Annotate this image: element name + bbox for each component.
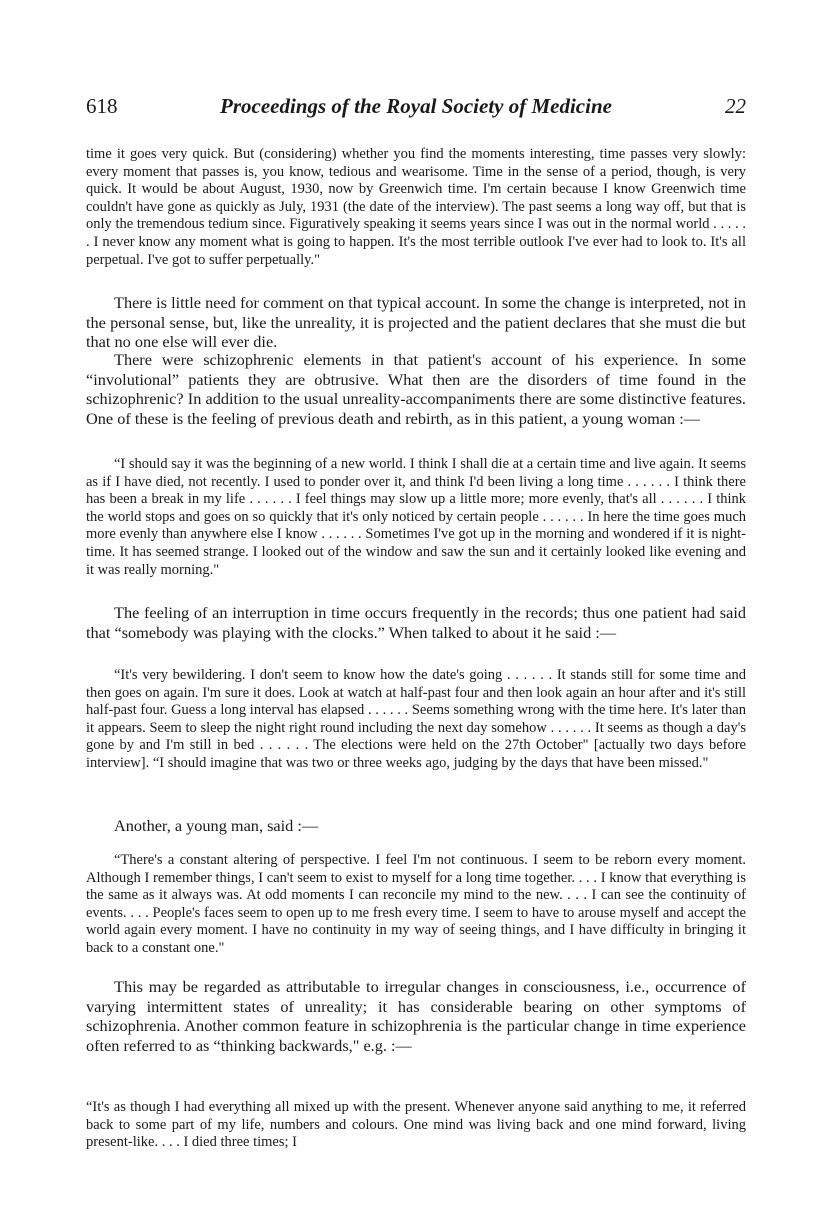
page-number: 618: [86, 94, 118, 118]
paragraph-2: There were schizophrenic elements in that patient's account of his experience. In some “involutional” patients they are obtrusive. What then are the disorders of time found in the schizophrenic? In addition to the usual unreality-accompaniments there are some distinctive features. One of these is the feeling of previous death and rebirth, as in this patient, a young woman :—: [86, 350, 746, 428]
quote-block-3: “It's very bewildering. I don't seem to know how the date's going . . . . . . It stands still for some time and then goes on again. I'm sure it does. Look at watch at half-past four and then look again an hour after and it's still half-past four. Guess a long interval has elapsed . . . . . . Seems something wrong with the time here. It's later than it appears. Seem to sleep the night right round including the next day somehow . . . . . . It seems as though a day's gone by and I'm still in bed . . . . . . The elections were held on the 27th October" [actually two days before interview]. “I should imagine that was two or three weeks ago, judging by the days that have been missed.": [86, 667, 746, 771]
paragraph-1: There is little need for comment on that typical account. In some the change is interpreted, not in the personal sense, but, like the unreality, it is projected and the patient declares that she must die but that no one else will ever die.: [86, 293, 746, 351]
quote-block-2: “I should say it was the beginning of a new world. I think I shall die at a certain time and live again. It seems as if I have died, not recently. I used to ponder over it, and think I'd been living a long time . . . . . . I think there has been a break in my life . . . . . . I feel things may slow up a little more; more evenly, that's all . . . . . . I think the world stops and goes on so quickly that it's only noticed by certain people . . . . . . In here the time goes much more evenly than anywhere else I know . . . . . . Sometimes I've got up in the morning and wondered if it is night-time. It has seemed strange. I looked out of the window and saw the sun and it certainly looked like evening and it was really morning.": [86, 456, 746, 578]
paragraph-5: This may be regarded as attributable to irregular changes in consciousness, i.e., occurrence of varying intermittent states of unreality; it has considerable bearing on other symptoms of schizophrenia. Another common feature in schizophrenia is the particular change in time experience often referred to as “thinking backwards," e.g. :—: [86, 977, 746, 1055]
quote-block-5: “It's as though I had everything all mixed up with the present. Whenever anyone said anything to me, it referred back to some part of my life, numbers and colours. One mind was living back and one mind forward, living present-like. . . . I died three times; I: [86, 1099, 746, 1151]
paragraph-4: Another, a young man, said :—: [114, 816, 319, 835]
paragraph-3: The feeling of an interruption in time occurs frequently in the records; thus one patient had said that “somebody was playing with the clocks.” When talked to about it he said :—: [86, 603, 746, 642]
volume-number: 22: [725, 94, 746, 118]
running-header: [86, 94, 746, 124]
quote-block-4: “There's a constant altering of perspective. I feel I'm not continuous. I seem to be reborn every moment. Although I remember things, I can't seem to exist to myself for a long time together. . . . I know that everything is the same as it always was. At odd moments I can reconcile my mind to the new. . . . I can see the continuity of events. . . . People's faces seem to open up to me fresh every time. I seem to have to arouse myself and accept the world again every moment. I have no continuity in my way of seeing things, and I have difficulty in bringing it back to a constant one.": [86, 852, 746, 956]
quote-block-1: time it goes very quick. But (considering) whether you find the moments interesting, time passes very slowly: every moment that passes is, you know, tedious and wearisome. Time in the sense of a period, though, is very quick. It would be about August, 1930, now by Greenwich time. I'm certain because I know Greenwich time couldn't have gone as quickly as July, 1931 (the date of the interview). The past seems a long way off, but that is only the tremendous tedium since. Figuratively speaking it seems years since I was out in the normal world . . . . . . I never know any moment what is going to happen. It's the most terrible outlook I've ever had to look to. It's all perpetual. I've got to suffer perpetually.": [86, 146, 746, 268]
journal-title: Proceedings of the Royal Society of Medicine: [220, 94, 612, 118]
